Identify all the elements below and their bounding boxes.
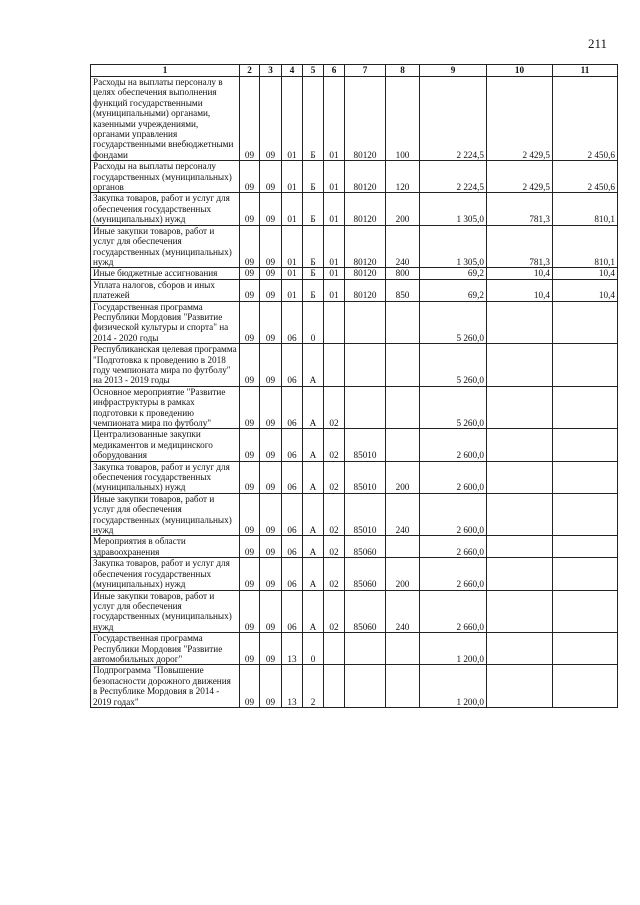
cell-amount-1: 5 260,0 — [420, 344, 487, 387]
cell-expense-type: 240 — [386, 590, 420, 633]
cell-section: 09 — [240, 268, 260, 279]
cell-subprogram: А — [303, 536, 324, 558]
cell-section: 09 — [240, 344, 260, 387]
table-row — [91, 558, 618, 590]
cell-section: 09 — [240, 279, 260, 301]
header-col-3: 3 — [260, 65, 282, 77]
cell-section: 09 — [240, 193, 260, 225]
table-row — [91, 665, 618, 708]
cell-expense-direction: 80120 — [345, 77, 386, 161]
cell-amount-2: 2 429,5 — [487, 161, 553, 193]
cell-subsection: 09 — [260, 301, 282, 344]
cell-expense-direction: 85010 — [345, 429, 386, 461]
cell-expense-type — [386, 301, 420, 344]
cell-subprogram: А — [303, 461, 324, 493]
cell-subprogram: Б — [303, 225, 324, 268]
cell-subprogram: Б — [303, 268, 324, 279]
cell-subprogram: А — [303, 493, 324, 536]
cell-event: 02 — [324, 461, 345, 493]
cell-name: Иные закупки товаров, работ и услуг для обеспечения государственных (муниципальных) нужд — [91, 225, 240, 268]
cell-subprogram: 0 — [303, 301, 324, 344]
cell-subsection: 09 — [260, 493, 282, 536]
cell-expense-direction — [345, 386, 386, 429]
cell-event: 01 — [324, 193, 345, 225]
cell-name: Уплата налогов, сборов и иных платежей — [91, 279, 240, 301]
cell-expense-type: 200 — [386, 461, 420, 493]
cell-section: 09 — [240, 301, 260, 344]
cell-amount-1: 2 600,0 — [420, 493, 487, 536]
cell-amount-1: 2 224,5 — [420, 77, 487, 161]
cell-program: 06 — [282, 301, 303, 344]
cell-amount-2 — [487, 633, 553, 665]
cell-program: 01 — [282, 279, 303, 301]
cell-program: 06 — [282, 344, 303, 387]
header-col-11: 11 — [553, 65, 618, 77]
cell-expense-type — [386, 536, 420, 558]
header-col-10: 10 — [487, 65, 553, 77]
cell-event: 01 — [324, 279, 345, 301]
cell-expense-type: 240 — [386, 493, 420, 536]
cell-event: 01 — [324, 77, 345, 161]
cell-amount-1: 2 660,0 — [420, 536, 487, 558]
table-row — [91, 536, 618, 558]
cell-amount-3 — [553, 536, 618, 558]
cell-amount-1: 1 305,0 — [420, 193, 487, 225]
cell-expense-direction: 85060 — [345, 558, 386, 590]
cell-subprogram: 2 — [303, 665, 324, 708]
cell-amount-3 — [553, 493, 618, 536]
cell-expense-direction: 80120 — [345, 161, 386, 193]
table-row — [91, 77, 618, 161]
cell-amount-3 — [553, 633, 618, 665]
cell-amount-2 — [487, 344, 553, 387]
cell-subsection: 09 — [260, 590, 282, 633]
cell-amount-3 — [553, 461, 618, 493]
cell-section: 09 — [240, 558, 260, 590]
cell-amount-2 — [487, 665, 553, 708]
cell-amount-3: 2 450,6 — [553, 161, 618, 193]
table-row — [91, 279, 618, 301]
cell-program: 01 — [282, 193, 303, 225]
cell-subprogram: А — [303, 590, 324, 633]
cell-subprogram: Б — [303, 161, 324, 193]
table-row — [91, 461, 618, 493]
header-row — [91, 65, 618, 77]
table-row — [91, 386, 618, 429]
cell-amount-3: 10,4 — [553, 279, 618, 301]
cell-section: 09 — [240, 225, 260, 268]
cell-program: 06 — [282, 429, 303, 461]
cell-expense-type — [386, 633, 420, 665]
cell-expense-direction — [345, 665, 386, 708]
cell-amount-3 — [553, 558, 618, 590]
cell-amount-2: 781,3 — [487, 193, 553, 225]
cell-expense-direction: 80120 — [345, 279, 386, 301]
cell-amount-2 — [487, 558, 553, 590]
budget-table — [90, 64, 618, 708]
cell-amount-3 — [553, 386, 618, 429]
cell-subprogram: Б — [303, 279, 324, 301]
cell-subprogram: 0 — [303, 633, 324, 665]
cell-amount-2: 2 429,5 — [487, 77, 553, 161]
table-row — [91, 590, 618, 633]
cell-name: Мероприятия в области здравоохранения — [91, 536, 240, 558]
cell-amount-2 — [487, 590, 553, 633]
cell-amount-3: 810,1 — [553, 225, 618, 268]
cell-amount-2 — [487, 301, 553, 344]
cell-event: 01 — [324, 225, 345, 268]
cell-name: Республиканская целевая программа "Подготовка к проведению в 2018 году чемпионата мира по футболу" на 2013 - 2019 годы — [91, 344, 240, 387]
header-col-2: 2 — [240, 65, 260, 77]
cell-event: 01 — [324, 268, 345, 279]
cell-expense-type: 200 — [386, 558, 420, 590]
cell-event: 02 — [324, 386, 345, 429]
cell-expense-type — [386, 665, 420, 708]
cell-section: 09 — [240, 461, 260, 493]
cell-amount-1: 5 260,0 — [420, 386, 487, 429]
table-row — [91, 301, 618, 344]
cell-event: 02 — [324, 429, 345, 461]
cell-subsection: 09 — [260, 536, 282, 558]
cell-amount-3 — [553, 590, 618, 633]
cell-program: 01 — [282, 225, 303, 268]
table-row — [91, 344, 618, 387]
cell-event: 02 — [324, 536, 345, 558]
cell-expense-type: 200 — [386, 193, 420, 225]
cell-subsection: 09 — [260, 193, 282, 225]
header-col-4: 4 — [282, 65, 303, 77]
header-col-9: 9 — [420, 65, 487, 77]
cell-subprogram: Б — [303, 193, 324, 225]
cell-amount-2: 10,4 — [487, 268, 553, 279]
cell-amount-1: 2 660,0 — [420, 590, 487, 633]
cell-amount-3: 810,1 — [553, 193, 618, 225]
cell-subprogram: А — [303, 344, 324, 387]
cell-program: 06 — [282, 558, 303, 590]
cell-amount-3 — [553, 301, 618, 344]
cell-subsection: 09 — [260, 279, 282, 301]
table-row — [91, 268, 618, 279]
cell-event: 02 — [324, 590, 345, 633]
cell-subsection: 09 — [260, 633, 282, 665]
cell-event: 02 — [324, 493, 345, 536]
cell-program: 06 — [282, 386, 303, 429]
cell-name: Государственная программа Республики Мордовия "Развитие физической культуры и спорта" на 2014 - 2020 годы — [91, 301, 240, 344]
cell-subsection: 09 — [260, 77, 282, 161]
cell-amount-3 — [553, 344, 618, 387]
cell-expense-direction: 80120 — [345, 225, 386, 268]
cell-subprogram: А — [303, 386, 324, 429]
table-row — [91, 193, 618, 225]
cell-section: 09 — [240, 161, 260, 193]
cell-name: Закупка товаров, работ и услуг для обеспечения государственных (муниципальных) нужд — [91, 558, 240, 590]
cell-program: 06 — [282, 461, 303, 493]
cell-program: 01 — [282, 268, 303, 279]
cell-amount-3 — [553, 429, 618, 461]
cell-amount-1: 2 600,0 — [420, 429, 487, 461]
cell-section: 09 — [240, 536, 260, 558]
cell-program: 06 — [282, 493, 303, 536]
table-row — [91, 493, 618, 536]
cell-program: 01 — [282, 77, 303, 161]
cell-subprogram: Б — [303, 77, 324, 161]
cell-amount-2 — [487, 493, 553, 536]
table-body — [91, 77, 618, 708]
cell-expense-direction: 80120 — [345, 193, 386, 225]
cell-event — [324, 344, 345, 387]
cell-section: 09 — [240, 633, 260, 665]
header-col-8: 8 — [386, 65, 420, 77]
cell-section: 09 — [240, 386, 260, 429]
cell-name: Иные закупки товаров, работ и услуг для обеспечения государственных (муниципальных) нужд — [91, 493, 240, 536]
cell-program: 01 — [282, 161, 303, 193]
cell-subsection: 09 — [260, 225, 282, 268]
cell-event: 01 — [324, 161, 345, 193]
cell-expense-type: 100 — [386, 77, 420, 161]
header-col-7: 7 — [345, 65, 386, 77]
cell-subprogram: А — [303, 558, 324, 590]
cell-amount-1: 2 600,0 — [420, 461, 487, 493]
cell-event — [324, 665, 345, 708]
cell-amount-2: 10,4 — [487, 279, 553, 301]
cell-section: 09 — [240, 590, 260, 633]
cell-subsection: 09 — [260, 429, 282, 461]
cell-expense-type: 850 — [386, 279, 420, 301]
cell-expense-type: 120 — [386, 161, 420, 193]
cell-amount-1: 5 260,0 — [420, 301, 487, 344]
cell-amount-2 — [487, 429, 553, 461]
cell-event — [324, 301, 345, 344]
table-row — [91, 225, 618, 268]
cell-expense-direction — [345, 633, 386, 665]
cell-event — [324, 633, 345, 665]
table-row — [91, 161, 618, 193]
cell-amount-1: 69,2 — [420, 268, 487, 279]
cell-amount-2 — [487, 461, 553, 493]
cell-program: 06 — [282, 590, 303, 633]
cell-expense-direction: 85060 — [345, 590, 386, 633]
cell-subsection: 09 — [260, 268, 282, 279]
cell-expense-direction: 85010 — [345, 493, 386, 536]
cell-subsection: 09 — [260, 386, 282, 429]
cell-expense-direction: 80120 — [345, 268, 386, 279]
cell-section: 09 — [240, 665, 260, 708]
page-number: 211 — [588, 36, 608, 51]
cell-section: 09 — [240, 429, 260, 461]
cell-amount-2 — [487, 386, 553, 429]
cell-expense-direction: 85010 — [345, 461, 386, 493]
cell-section: 09 — [240, 77, 260, 161]
cell-expense-type — [386, 386, 420, 429]
cell-name: Иные бюджетные ассигнования — [91, 268, 240, 279]
table-row — [91, 633, 618, 665]
cell-subsection: 09 — [260, 665, 282, 708]
cell-name: Закупка товаров, работ и услуг для обеспечения государственных (муниципальных) нужд — [91, 193, 240, 225]
header-col-1: 1 — [91, 65, 240, 77]
cell-subsection: 09 — [260, 344, 282, 387]
cell-amount-2: 781,3 — [487, 225, 553, 268]
cell-event: 02 — [324, 558, 345, 590]
cell-amount-3: 10,4 — [553, 268, 618, 279]
cell-amount-1: 69,2 — [420, 279, 487, 301]
cell-subsection: 09 — [260, 461, 282, 493]
cell-amount-2 — [487, 536, 553, 558]
cell-subsection: 09 — [260, 558, 282, 590]
cell-expense-direction: 85060 — [345, 536, 386, 558]
cell-name: Подпрограмма "Повышение безопасности дорожного движения в Республике Мордовия в 2014 - 2019 годах" — [91, 665, 240, 708]
cell-name: Закупка товаров, работ и услуг для обеспечения государственных (муниципальных) нужд — [91, 461, 240, 493]
cell-expense-direction — [345, 344, 386, 387]
cell-expense-type: 800 — [386, 268, 420, 279]
cell-subprogram: А — [303, 429, 324, 461]
cell-amount-1: 1 200,0 — [420, 665, 487, 708]
cell-amount-1: 1 200,0 — [420, 633, 487, 665]
cell-amount-3: 2 450,6 — [553, 77, 618, 161]
cell-name: Государственная программа Республики Мордовия "Развитие автомобильных дорог" — [91, 633, 240, 665]
cell-program: 13 — [282, 633, 303, 665]
cell-name: Расходы на выплаты персоналу государственных (муниципальных) органов — [91, 161, 240, 193]
cell-program: 06 — [282, 536, 303, 558]
cell-amount-1: 2 224,5 — [420, 161, 487, 193]
cell-expense-type — [386, 344, 420, 387]
header-col-6: 6 — [324, 65, 345, 77]
header-col-5: 5 — [303, 65, 324, 77]
cell-amount-1: 2 660,0 — [420, 558, 487, 590]
cell-section: 09 — [240, 493, 260, 536]
cell-expense-direction — [345, 301, 386, 344]
cell-expense-type — [386, 429, 420, 461]
cell-name: Расходы на выплаты персоналу в целях обеспечения выполнения функций государственными (муниципальными) органами, казенными учреждениями, органами управления государственными внебюджетными фондами — [91, 77, 240, 161]
cell-subsection: 09 — [260, 161, 282, 193]
cell-name: Иные закупки товаров, работ и услуг для обеспечения государственных (муниципальных) нужд — [91, 590, 240, 633]
cell-amount-3 — [553, 665, 618, 708]
cell-name: Основное мероприятие "Развитие инфраструктуры в рамках подготовки к проведению чемпионата мира по футболу" — [91, 386, 240, 429]
table-row — [91, 429, 618, 461]
cell-amount-1: 1 305,0 — [420, 225, 487, 268]
cell-name: Централизованные закупки медикаментов и медицинского оборудования — [91, 429, 240, 461]
cell-expense-type: 240 — [386, 225, 420, 268]
cell-program: 13 — [282, 665, 303, 708]
